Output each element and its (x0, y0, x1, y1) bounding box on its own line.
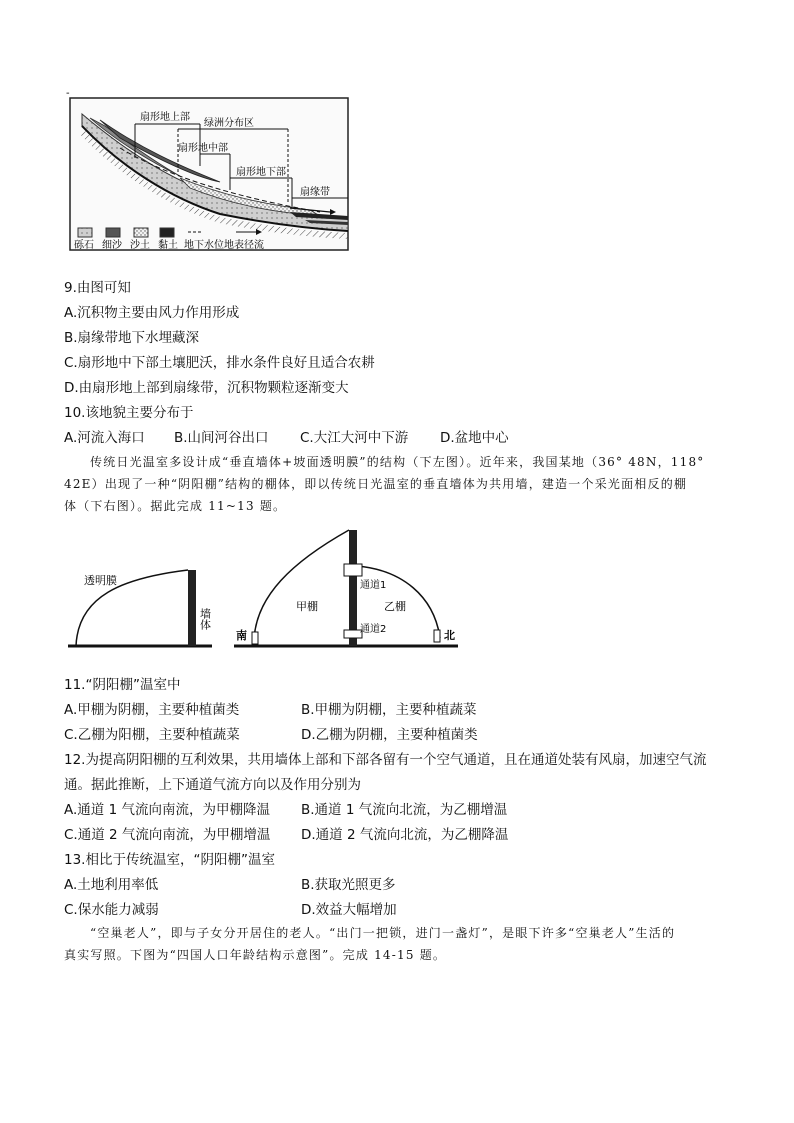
label-fan-upper: 扇形地上部 (140, 112, 190, 123)
q10-stem: 10.该地貌主要分布于 (64, 405, 194, 421)
q9-option-b[interactable]: B.扇缘带地下水埋藏深 (64, 330, 200, 346)
q11-option-b[interactable]: B.甲棚为阴棚，主要种植蔬菜 (301, 702, 477, 718)
q13-option-c[interactable]: C.保水能力减弱 (64, 902, 159, 918)
q11-option-a[interactable]: A.甲棚为阴棚，主要种植菌类 (64, 702, 240, 718)
q9-option-a[interactable]: A.沉积物主要由风力作用形成 (64, 305, 240, 321)
label-transparent-film: 透明膜 (84, 574, 117, 587)
dash-mark: - (66, 88, 70, 99)
q11-option-d[interactable]: D.乙棚为阴棚，主要种植菌类 (301, 727, 478, 743)
label-fan-middle: 扇形地中部 (178, 143, 228, 154)
label-oasis-zone: 绿洲分布区 (204, 118, 254, 129)
q13-option-b[interactable]: B.获取光照更多 (301, 877, 396, 893)
q10-option-a[interactable]: A.河流入海口 (64, 430, 145, 446)
legend-gravel: 砾石 (74, 240, 94, 251)
q13-option-d[interactable]: D.效益大幅增加 (301, 902, 397, 918)
label-shed-b: 乙棚 (384, 600, 406, 613)
passage2-line1: “空巢老人”，即与子女分开居住的老人。“出门一把锁，进门一盏灯”，是眼下许多“空巢老人”生活的 (90, 926, 676, 940)
q11-stem: 11.“阴阳棚”温室中 (64, 677, 181, 693)
legend-clay: 黏土 (158, 240, 178, 251)
label-south: 南 (236, 629, 247, 642)
q9-stem: 9.由图可知 (64, 280, 131, 296)
label-shed-a: 甲棚 (296, 600, 318, 613)
q12-option-a[interactable]: A.通道 1 气流向南流，为甲棚降温 (64, 802, 270, 818)
label-north: 北 (444, 629, 455, 642)
q10-option-b[interactable]: B.山间河谷出口 (174, 430, 269, 446)
q12-stem-line2: 通。据此推断，上下通道气流方向以及作用分别为 (64, 777, 361, 793)
label-channel-1: 通道1 (360, 580, 387, 591)
passage-greenhouse (64, 451, 732, 517)
label-fan-lower: 扇形地下部 (236, 167, 286, 178)
q10-option-d[interactable]: D.盆地中心 (440, 430, 509, 446)
legend-sand: 沙土 (130, 240, 150, 251)
passage1-line1: 传统日光温室多设计成“垂直墙体+坡面透明膜”的结构（下左图）。近年来，我国某地（36° 48N，118° (90, 455, 705, 469)
q13-option-a[interactable]: A.土地利用率低 (64, 877, 159, 893)
alluvial-fan-figure (60, 86, 360, 258)
q12-stem-line1: 12.为提高阴阳棚的互利效果，共用墙体上部和下部各留有一个空气通道，且在通道处装有风扇，加速空气流 (64, 752, 707, 768)
label-channel-2: 通道2 (360, 624, 387, 635)
q9-option-c[interactable]: C.扇形地中下部土壤肥沃，排水条件良好且适合农耕 (64, 355, 375, 371)
passage1-line2: 42E）出现了一种“阴阳棚”结构的棚体，即以传统日光温室的垂直墙体为共用墙，建造一个采光面相反的棚 (64, 477, 688, 491)
passage2-line2: 真实写照。下图为“四国人口年龄结构示意图”。完成 14-15 题。 (64, 948, 447, 962)
q9-option-d[interactable]: D.由扇形地上部到扇缘带，沉积物颗粒逐渐变大 (64, 380, 349, 396)
q12-option-c[interactable]: C.通道 2 气流向南流，为甲棚增温 (64, 827, 271, 843)
q12-option-d[interactable]: D.通道 2 气流向北流，为乙棚降温 (301, 827, 509, 843)
passage-empty-nest (64, 922, 732, 966)
label-wall: 墙体 (198, 608, 212, 630)
legend-water-runoff: 地下水位地表径流 (184, 240, 264, 251)
passage1-line3: 体（下右图）。据此完成 11~13 题。 (64, 499, 287, 513)
label-fan-edge: 扇缘带 (300, 187, 330, 198)
greenhouse-figure (62, 526, 472, 666)
q12-option-b[interactable]: B.通道 1 气流向北流，为乙棚增温 (301, 802, 508, 818)
q11-option-c[interactable]: C.乙棚为阳棚，主要种植蔬菜 (64, 727, 240, 743)
q10-option-c[interactable]: C.大江大河中下游 (300, 430, 409, 446)
legend-fine-sand: 细沙 (102, 240, 122, 251)
q13-stem: 13.相比于传统温室，“阴阳棚”温室 (64, 852, 275, 868)
